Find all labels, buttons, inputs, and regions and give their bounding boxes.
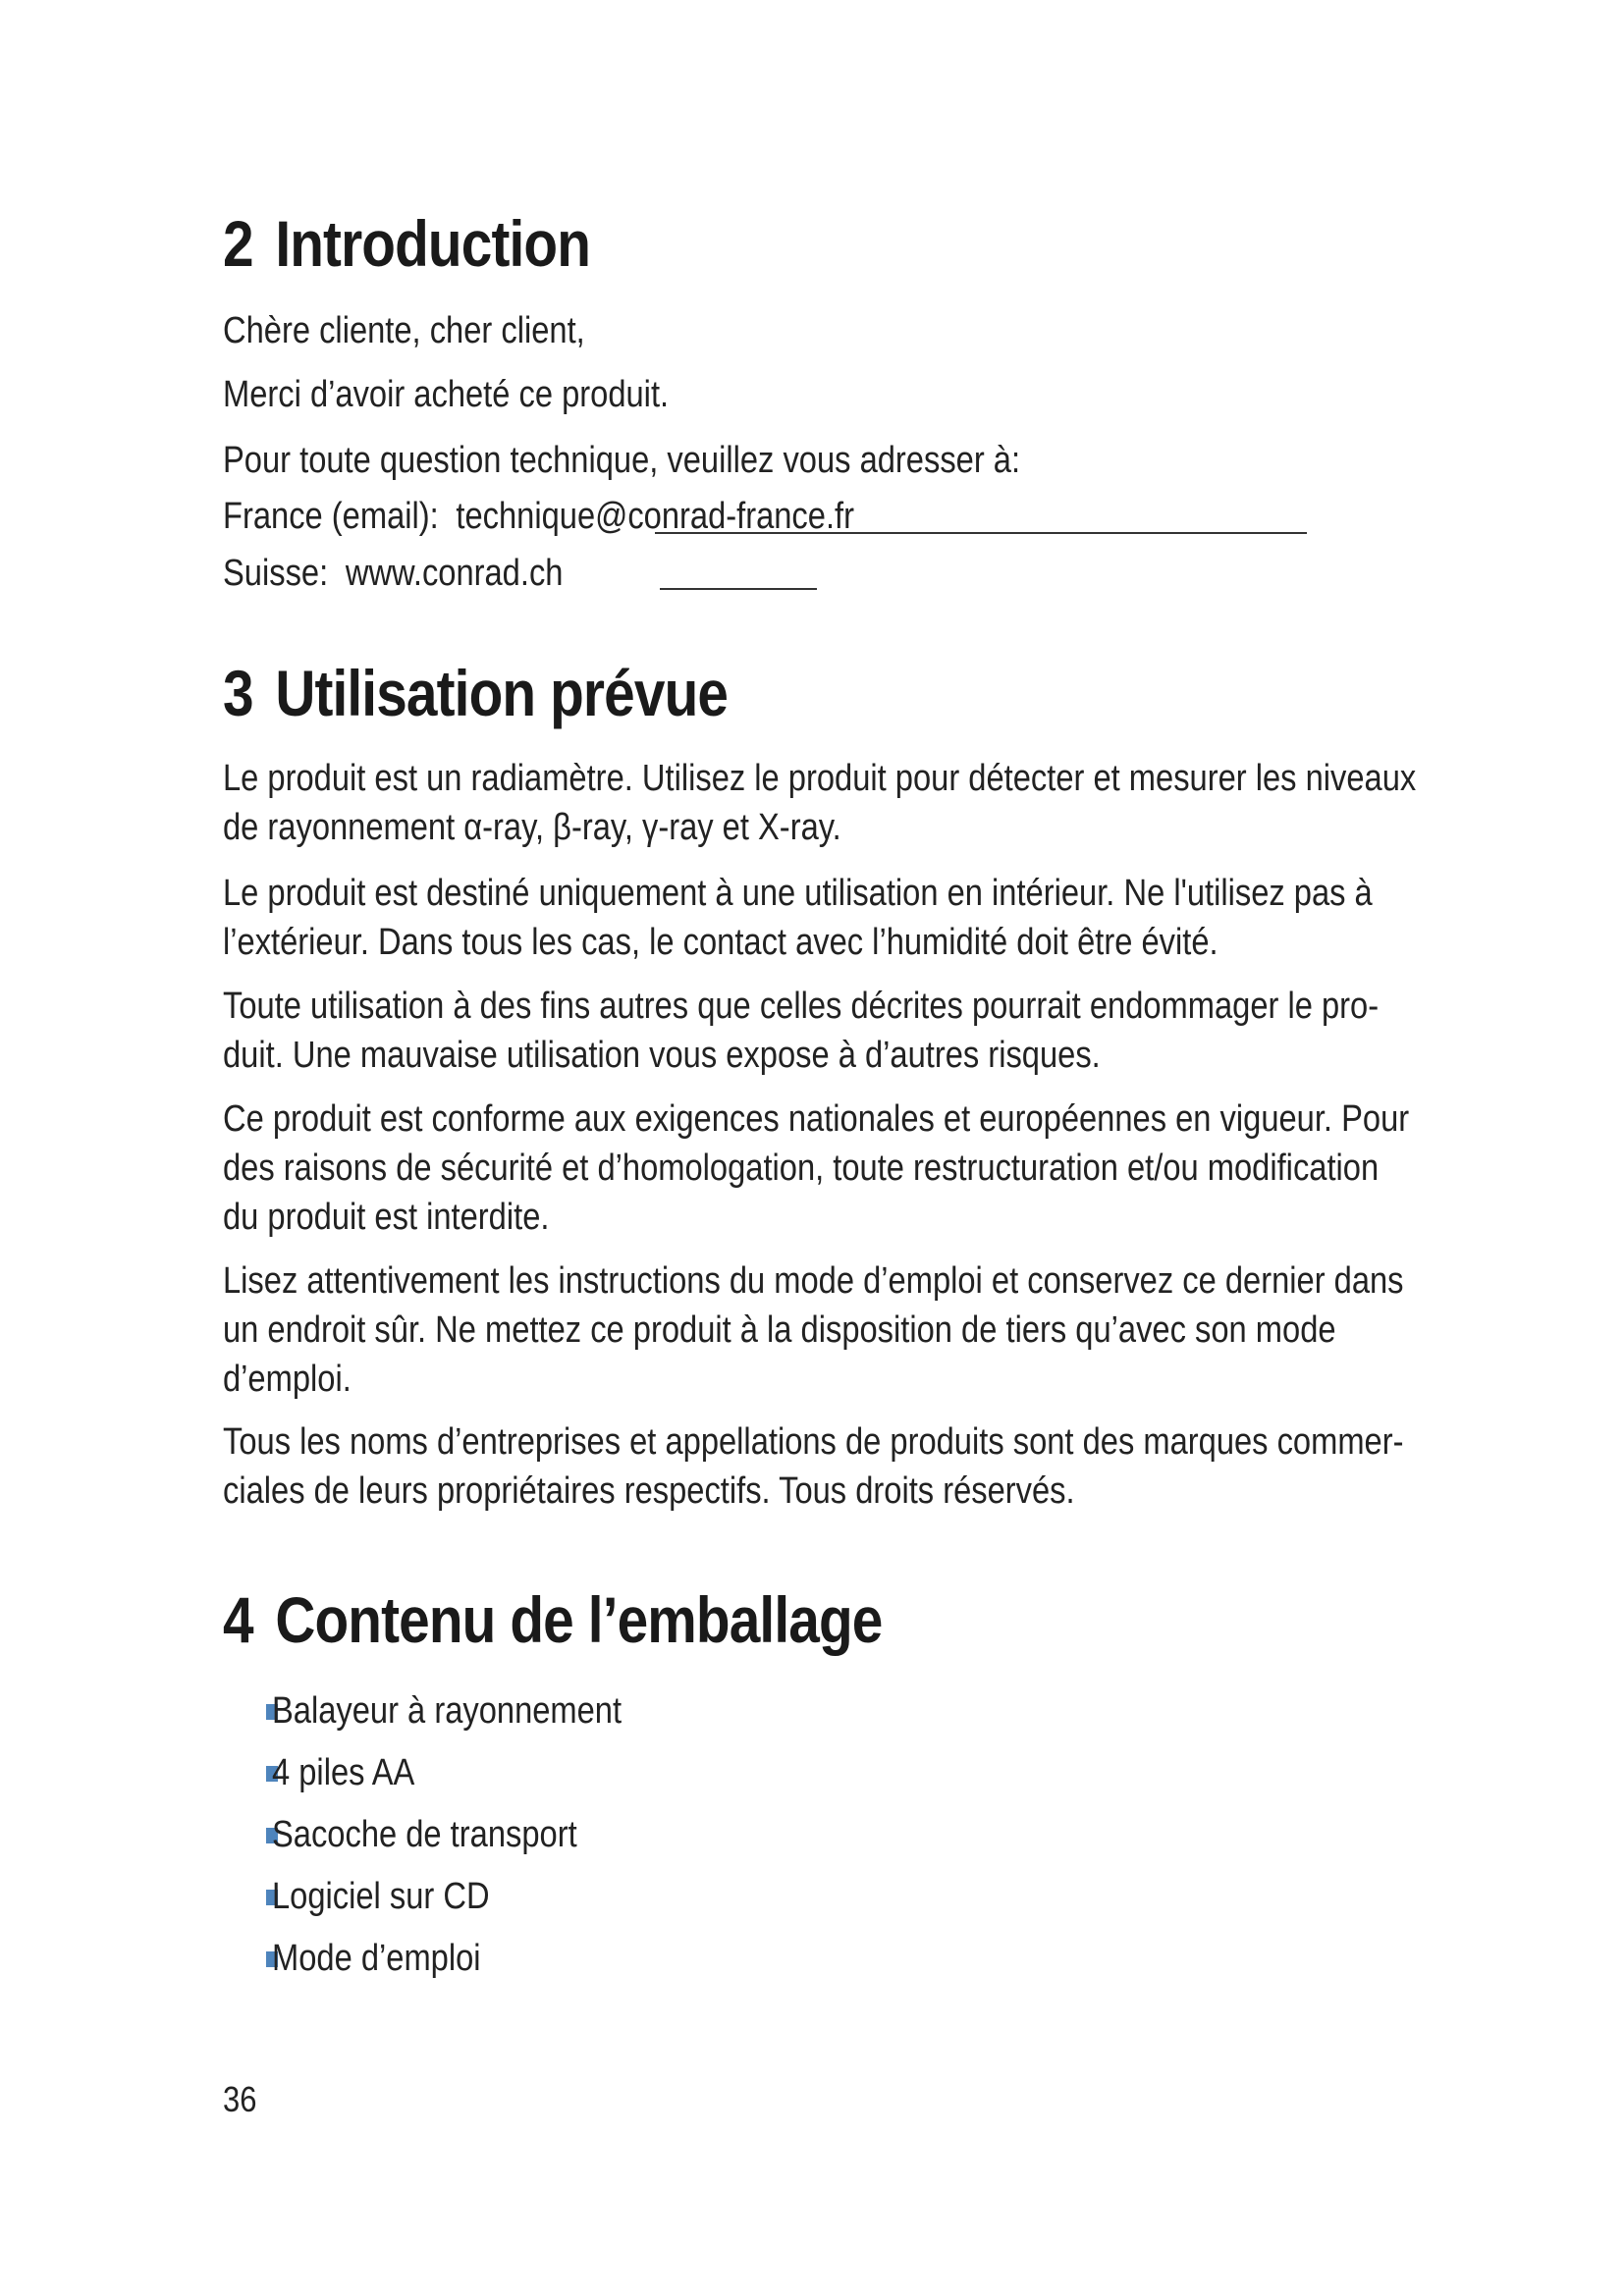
intro-thanks: Merci d’avoir acheté ce produit. (223, 374, 670, 415)
paragraph-5-line-1: Lisez attentivement les instructions du mode d’emploi et conservez ce dernier dans (223, 1260, 1404, 1302)
section-2-title: Introduction (275, 207, 591, 280)
intended-use-paragraph-4 (223, 1095, 1409, 1242)
intended-use-paragraph-3 (223, 982, 1379, 1080)
section-2-number: 2 (223, 207, 253, 280)
suisse-contact-line (223, 549, 563, 598)
list-item (272, 1810, 678, 1872)
section-4-heading (223, 1582, 882, 1657)
list-item-label: 4 piles AA (272, 1752, 415, 1793)
paragraph-5-line-2: un endroit sûr. Ne mettez ce produit à la disposition de tiers qu’avec son mode (223, 1309, 1336, 1351)
intended-use-paragraph-1 (223, 754, 1416, 852)
package-contents-list (272, 1686, 678, 1996)
paragraph-1-line-2: de rayonnement α-ray, β-ray, γ-ray et X-ray. (223, 807, 841, 848)
list-item-label: Sacoche de transport (272, 1814, 577, 1855)
list-item (272, 1748, 678, 1810)
suisse-underline (660, 588, 817, 590)
paragraph-3-line-1: Toute utilisation à des fins autres que celles décrites pourrait endommager le pro- (223, 986, 1380, 1027)
paragraph-4-line-2: des raisons de sécurité et d’homologation, toute restructuration et/ou modification (223, 1148, 1380, 1189)
france-underline (655, 532, 1307, 534)
paragraph-1-line-1: Le produit est un radiamètre. Utilisez le produit pour détecter et mesurer les niveaux (223, 758, 1417, 799)
suisse-label: Suisse: (223, 553, 329, 594)
paragraph-6-line-2: ciales de leurs propriétaires respectifs. Tous droits réservés. (223, 1470, 1075, 1512)
paragraph-4-line-1: Ce produit est conforme aux exigences nationales et européennes en vigueur. Pour (223, 1098, 1410, 1140)
paragraph-5-line-3: d’emploi. (223, 1359, 352, 1400)
section-3-number: 3 (223, 657, 253, 729)
suisse-website-link[interactable]: www.conrad.ch (345, 553, 564, 594)
france-email-link[interactable]: technique@conrad-france.fr (456, 496, 854, 537)
paragraph-2-line-1: Le produit est destiné uniquement à une utilisation en intérieur. Ne l'utilisez pas à (223, 873, 1373, 914)
paragraph-2-line-2: l’extérieur. Dans tous les cas, le contact avec l’humidité doit être évité. (223, 922, 1218, 963)
paragraph-3-line-2: duit. Une mauvaise utilisation vous expose à d’autres risques. (223, 1035, 1101, 1076)
list-item-label: Logiciel sur CD (272, 1876, 490, 1917)
list-item (272, 1934, 678, 1996)
list-item (272, 1686, 678, 1748)
intro-question: Pour toute question technique, veuillez vous adresser à: (223, 440, 1021, 481)
paragraph-6-line-1: Tous les noms d’entreprises et appellations de produits sont des marques commer- (223, 1421, 1404, 1463)
paragraph-4-line-3: du produit est interdite. (223, 1197, 550, 1238)
intended-use-paragraph-2 (223, 869, 1373, 967)
list-item-label: Mode d’emploi (272, 1938, 481, 1979)
page-number: 36 (223, 2079, 257, 2119)
section-4-number: 4 (223, 1583, 253, 1656)
intended-use-paragraph-5 (223, 1256, 1404, 1404)
document-page (223, 0, 1499, 2296)
intro-greeting: Chère cliente, cher client, (223, 310, 585, 351)
section-4-title: Contenu de l’emballage (275, 1583, 883, 1656)
list-item (272, 1872, 678, 1934)
list-item-label: Balayeur à rayonnement (272, 1690, 623, 1732)
section-2-heading (223, 206, 590, 281)
france-label: France (email): (223, 496, 439, 537)
section-3-title: Utilisation prévue (275, 657, 729, 729)
section-3-heading (223, 656, 728, 730)
intended-use-paragraph-6 (223, 1417, 1403, 1516)
